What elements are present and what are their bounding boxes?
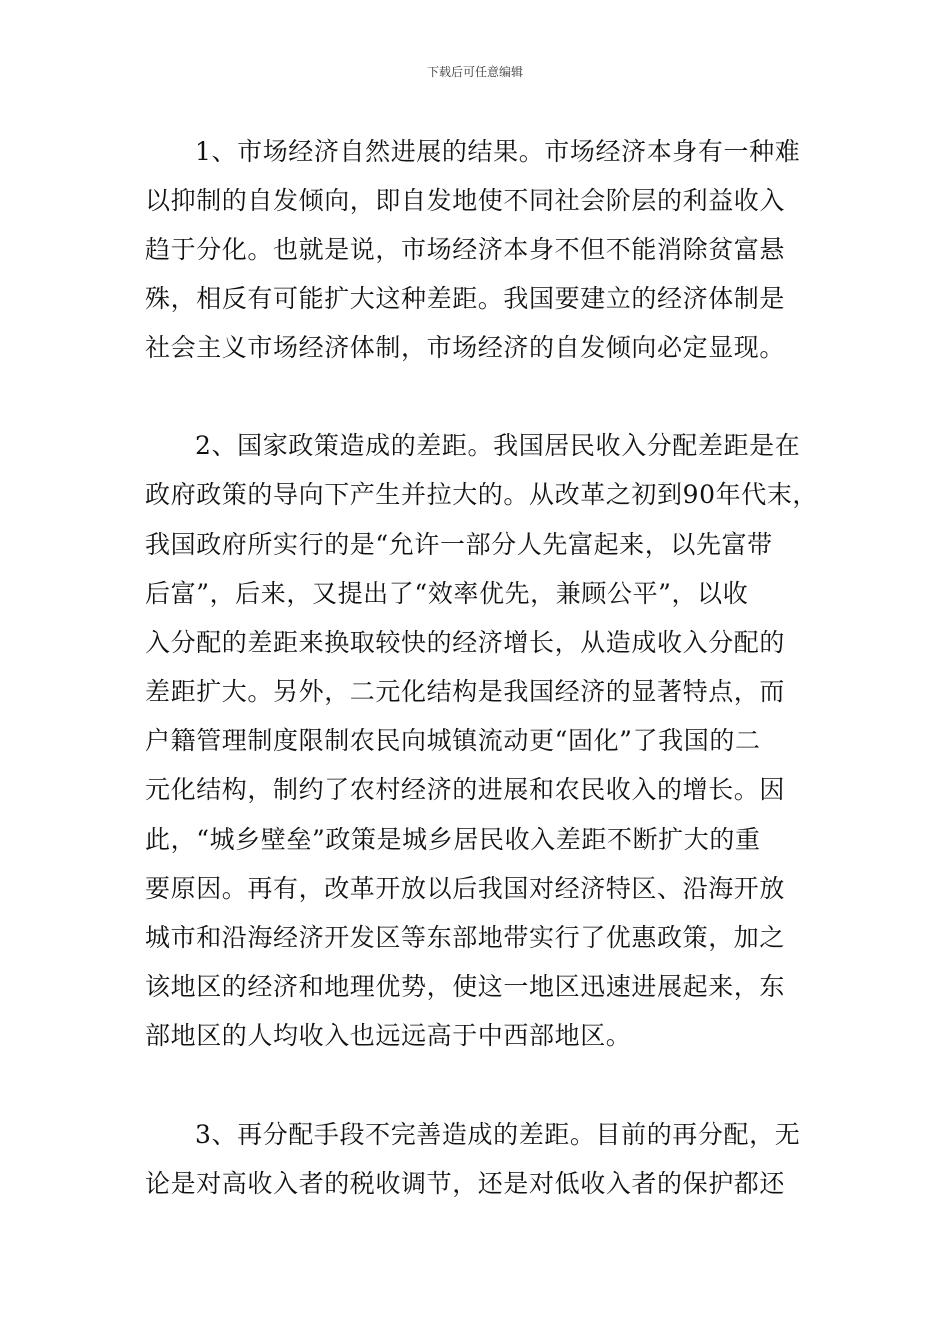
- text-line: 以抑制的自发倾向，即自发地使不同社会阶层的利益收入: [145, 186, 786, 215]
- text-line: 3、再分配手段不完善造成的差距。目前的再分配，无: [195, 1120, 801, 1149]
- text-line: 殊，相反有可能扩大这种差距。我国要建立的经济体制是: [145, 284, 786, 313]
- text-line: 趋于分化。也就是说，市场经济本身不但不能消除贫富悬: [145, 235, 786, 264]
- text-line: 城市和沿海经济开发区等东部地带实行了优惠政策，加之: [145, 923, 786, 952]
- text-line: 元化结构，制约了农村经济的进展和农民收入的增长。因: [145, 775, 786, 804]
- text-line: 后富”，后来，又提出了“效率优先，兼顾公平”，以收: [145, 579, 749, 608]
- text-line: 差距扩大。另外，二元化结构是我国经济的显著特点，而: [145, 677, 786, 706]
- text-line: 2、国家政策造成的差距。我国居民收入分配差距是在: [195, 431, 801, 460]
- text-line: 1、市场经济自然进展的结果。市场经济本身有一种难: [195, 137, 801, 166]
- text-line: 政府政策的导向下产生并拉大的。从改革之初到90年代末，: [145, 480, 819, 509]
- text-line: 我国政府所实行的是“允许一部分人先富起来，以先富带: [145, 530, 773, 559]
- text-line: 此，“城乡壁垒”政策是城乡居民收入差距不断扩大的重: [145, 825, 761, 854]
- text-line: 该地区的经济和地理优势，使这一地区迅速进展起来，东: [145, 972, 786, 1001]
- text-line: 户籍管理制度限制农民向城镇流动更“固化”了我国的二: [145, 726, 761, 755]
- text-line: 部地区的人均收入也远远高于中西部地区。: [145, 1021, 632, 1050]
- page-header: 下载后可任意编辑: [426, 65, 523, 79]
- text-line: 入分配的差距来换取较快的经济增长，从造成收入分配的: [145, 628, 786, 657]
- text-line: 要原因。再有，改革开放以后我国对经济特区、沿海开放: [145, 874, 786, 903]
- text-line: 社会主义市场经济体制，市场经济的自发倾向必定显现。: [145, 333, 786, 362]
- text-line: 论是对高收入者的税收调节，还是对低收入者的保护都还: [145, 1169, 786, 1198]
